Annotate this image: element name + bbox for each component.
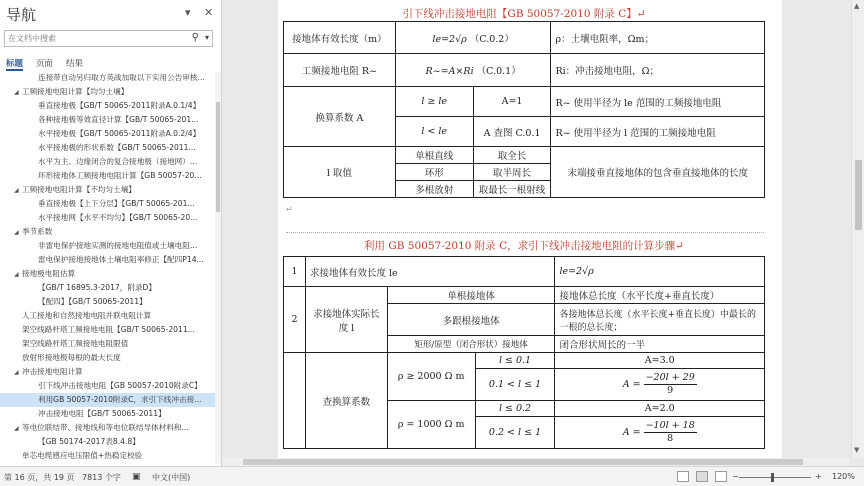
tab-results[interactable]: 结果: [66, 59, 84, 69]
table-cell: 环形: [395, 164, 473, 181]
heading-item[interactable]: [0, 71, 215, 85]
table-cell: l ≥ le: [395, 87, 473, 117]
table-cell: 0.2 < l ≤ 1: [475, 417, 555, 449]
status-bar: [0, 466, 864, 486]
table-cell: A = $\frac{-20l + 29}{9}$: [555, 369, 765, 401]
heading-item-label: 雷电保护接地接地体土壤电阻率修正【配四P14...: [38, 255, 204, 264]
table-cell: l < le: [395, 117, 473, 147]
heading-item-label: 架空线路杆塔工频接地电阻限值: [22, 339, 129, 348]
document-page: [278, 0, 782, 458]
table-cell: 取半周长: [473, 164, 551, 181]
heading-item[interactable]: [0, 323, 215, 337]
table-cell: 求接地体实际长度 l: [305, 287, 387, 353]
table-cell: 各接地体总长度（水平长度+垂直长度）中最长的一根的总长度；: [555, 304, 765, 336]
table-cell: A=1: [473, 87, 551, 117]
close-icon[interactable]: ✕: [204, 6, 214, 19]
heading-item[interactable]: [0, 169, 215, 183]
section-divider: [286, 232, 764, 233]
table-cell: 换算系数 A: [284, 87, 396, 147]
table-cell: 末端接垂直接地体的包含垂直接地体的长度: [551, 147, 765, 198]
table-impulse-resistance: [283, 21, 765, 198]
table-cell: 闭合形状周长的一半: [555, 336, 765, 353]
heading-item-label: 【GB/T 16895.3-2017，附录D】: [38, 283, 156, 292]
heading-item-label: 引下线冲击接地电阻【GB 50057-2010附录C】: [38, 381, 202, 390]
heading-item[interactable]: [0, 127, 215, 141]
table-cell: [284, 353, 306, 449]
table-cell: 取全长: [473, 147, 551, 164]
heading-item-label: 垂直接地极【上下分层】【GB/T 50065-201...: [38, 199, 195, 208]
table-cell: 多跟根接地体: [387, 304, 555, 336]
zoom-out-icon[interactable]: −: [732, 472, 739, 481]
page-count[interactable]: 第 16 页，共 19 页: [4, 473, 75, 482]
table-cell: l ≤ 0.1: [475, 353, 555, 369]
heading-item[interactable]: [0, 99, 215, 113]
heading-item[interactable]: [0, 435, 215, 449]
table-cell: l ≤ 0.2: [475, 401, 555, 417]
table-cell: R~=A×Ri （C.0.1）: [395, 54, 551, 87]
heading-item-label: 各种接地极等效直径计算【GB/T 50065-201...: [38, 115, 199, 124]
document-area: [223, 0, 850, 458]
collapse-triangle-icon[interactable]: ◢: [14, 229, 19, 236]
collapse-triangle-icon[interactable]: ◢: [14, 369, 19, 376]
heading-item[interactable]: [0, 155, 215, 169]
heading-item-label: 水平接地网【水平不均匀】【GB/T 50065-20...: [38, 213, 198, 222]
heading-item[interactable]: [0, 393, 215, 407]
table-cell: 接地体总长度（水平长度+垂直长度）: [555, 287, 765, 304]
collapse-triangle-icon[interactable]: ◢: [14, 271, 19, 278]
heading-item[interactable]: [0, 351, 215, 365]
table-cell: 求接地体有效长度 le: [305, 257, 554, 287]
collapse-triangle-icon[interactable]: ◢: [14, 187, 19, 194]
heading-item-label: 水平接地极的形状系数【GB/T 50065-2011...: [38, 143, 196, 152]
table-row: [284, 287, 765, 304]
scroll-up-icon[interactable]: ▲: [854, 2, 860, 10]
heading-item-label: 单芯电缆感应电压限值+热稳定校验: [22, 451, 143, 460]
scroll-down-icon[interactable]: ▼: [854, 446, 860, 454]
nav-options-chevron-icon[interactable]: ▾: [185, 6, 191, 19]
table-cell: l 取值: [284, 147, 396, 198]
heading-item[interactable]: [0, 85, 215, 99]
heading-item-label: 【GB 50174-2017表8.4.8】: [38, 437, 140, 446]
heading-item[interactable]: [0, 407, 215, 421]
table1-caption: 引下线冲击接地电阻【GB 50057-2010 附录 C】↵: [402, 8, 646, 20]
tab-pages[interactable]: 页面: [36, 59, 54, 69]
table-cell: 2: [284, 287, 306, 353]
heading-item-label: 季节系数: [22, 227, 53, 236]
search-input[interactable]: [5, 31, 175, 46]
heading-item-label: 垂直接地极【GB/T 50065-2011附录A.0.1/4】: [38, 101, 201, 110]
fraction: $\frac{-20l + 29}{9}$: [645, 372, 695, 396]
heading-item[interactable]: [0, 365, 215, 379]
heading-item-label: 冲击接地电阻【GB/T 50065-2011】: [38, 409, 166, 418]
heading-item[interactable]: [0, 197, 215, 211]
heading-item[interactable]: [0, 379, 215, 393]
web-layout-icon[interactable]: [715, 471, 727, 482]
tab-headings[interactable]: 标题: [6, 59, 24, 69]
heading-item[interactable]: [0, 141, 215, 155]
nav-tabs: [6, 57, 83, 71]
heading-item[interactable]: [0, 253, 215, 267]
scrollbar-thumb[interactable]: [243, 459, 803, 465]
table-cell: 单根接地体: [387, 287, 555, 304]
table-cell: 接地体有效长度（m）: [284, 22, 396, 54]
scrollbar-thumb[interactable]: [855, 160, 862, 230]
nav-title: 导航: [6, 6, 37, 24]
heading-item-label: 工频接地电阻计算【不均匀土壤】: [22, 185, 136, 194]
heading-item[interactable]: [0, 337, 215, 351]
table-cell: ρ：土壤电阻率，Ωm；: [551, 22, 765, 54]
table-row: [284, 54, 765, 87]
heading-item-label: 非雷电保护接地实测的接地电阻值或土壤电阻...: [38, 241, 198, 250]
table-row: [284, 22, 765, 54]
zoom-slider[interactable]: [739, 477, 811, 478]
heading-item-label: 接地极电阻估算: [22, 269, 76, 278]
heading-item-label: 等电位联结带、接地线和等电位联结导体材料和...: [22, 423, 189, 432]
table-cell: R~ 使用半径为 le 范围的工频接地电阻: [551, 87, 765, 117]
language[interactable]: 中文(中国): [152, 473, 191, 482]
table-cell: A 查图 C.0.1: [473, 117, 551, 147]
table-row: [284, 147, 765, 164]
table-cell: A=2.0: [555, 401, 765, 417]
proofing-icon[interactable]: ▣: [132, 472, 141, 482]
table-row: [284, 87, 765, 117]
heading-item-label: 【配四】【GB/T 50065-2011】: [38, 297, 147, 306]
heading-item[interactable]: [0, 309, 215, 323]
heading-item-label: 工频接地电阻计算【均匀土壤】: [22, 87, 129, 96]
heading-item[interactable]: [0, 281, 215, 295]
table-row: [284, 257, 765, 287]
table-cell: 工频接地电阻 R~: [284, 54, 396, 87]
table-cell: Ri：冲击接地电阻，Ω；: [551, 54, 765, 87]
document-vertical-scrollbar[interactable]: [851, 0, 864, 458]
heading-item[interactable]: [0, 183, 215, 197]
heading-item-label: 架空线路杆塔工频接地电阻【GB/T 50065-2011...: [22, 325, 195, 334]
nav-scrollbar[interactable]: [215, 72, 221, 464]
heading-item[interactable]: [0, 267, 215, 281]
heading-item-label: 人工接地和自然接地电阻并联电阻计算: [22, 311, 152, 320]
table-cell: 1: [284, 257, 306, 287]
collapse-triangle-icon[interactable]: ◢: [14, 425, 19, 432]
heading-item[interactable]: [0, 211, 215, 225]
heading-tree: [0, 71, 215, 464]
nav-scrollbar-thumb[interactable]: [216, 102, 220, 212]
navigation-pane: [0, 0, 222, 466]
heading-item[interactable]: [0, 449, 215, 463]
zoom-in-icon[interactable]: +: [815, 472, 822, 481]
collapse-triangle-icon[interactable]: ◢: [14, 89, 19, 96]
table-cell: 单根直线: [395, 147, 473, 164]
heading-item-label: 连接带自动另归取方英战加取以下实用公告审核...: [38, 73, 205, 82]
heading-item[interactable]: [0, 421, 215, 435]
heading-item[interactable]: [0, 225, 215, 239]
table-cell: le=2√ρ （C.0.2）: [395, 22, 551, 54]
table-cell: 取最长一根射线: [473, 181, 551, 198]
heading-item-label: 冲击接地电阻计算: [22, 367, 83, 376]
search-dropdown-icon[interactable]: ▾: [204, 33, 209, 42]
paragraph-mark: ↵: [286, 205, 293, 214]
heading-item-label: 利用GB 50057-2010附录C，求引下线冲击接...: [38, 395, 202, 404]
table-calculation-steps: [283, 256, 765, 449]
table-cell: A = $\frac{-10l + 18}{8}$: [555, 417, 765, 449]
table-cell: ρ ≥ 2000 Ω m: [387, 353, 475, 401]
heading-item-label: 放射形接地极每根的最大长度: [22, 353, 121, 362]
fraction: $\frac{-10l + 18}{8}$: [645, 420, 695, 444]
document-horizontal-scrollbar[interactable]: [223, 458, 850, 466]
table-cell: A=3.0: [555, 353, 765, 369]
heading-item-label: 环形接地体工频接地电阻计算【GB 50057-20...: [38, 171, 202, 180]
table-cell: 查换算系数: [305, 353, 387, 449]
search-icon[interactable]: ⚲: [191, 32, 199, 43]
search-box[interactable]: [4, 30, 213, 47]
table-cell: 0.1 < l ≤ 1: [475, 369, 555, 401]
table-row: [284, 353, 765, 369]
heading-item-label: 水平为主、边缘闭合的复合接地极（接地网）...: [38, 157, 198, 166]
zoom-level[interactable]: 120%: [832, 472, 855, 481]
table-cell: 多根放射: [395, 181, 473, 198]
print-layout-icon[interactable]: [696, 471, 708, 482]
table-cell: le=2√ρ: [555, 257, 765, 287]
table-cell: ρ = 1000 Ω m: [387, 401, 475, 449]
table-cell: R~ 使用半径为 l 范围的工频接地电阻: [551, 117, 765, 147]
table-cell: 矩形/原型（闭合形状）接地体: [387, 336, 555, 353]
zoom-slider-handle[interactable]: [771, 473, 774, 482]
word-count[interactable]: 7813 个字: [82, 473, 121, 482]
heading-item[interactable]: [0, 295, 215, 309]
heading-item[interactable]: [0, 113, 215, 127]
read-mode-icon[interactable]: [677, 471, 689, 482]
table2-caption: 利用 GB 50057-2010 附录 C，求引下线冲击接地电阻的计算步骤↵: [364, 240, 684, 252]
heading-item[interactable]: [0, 239, 215, 253]
heading-item-label: 水平接地极【GB/T 50065-2011附录A.0.2/4】: [38, 129, 201, 138]
